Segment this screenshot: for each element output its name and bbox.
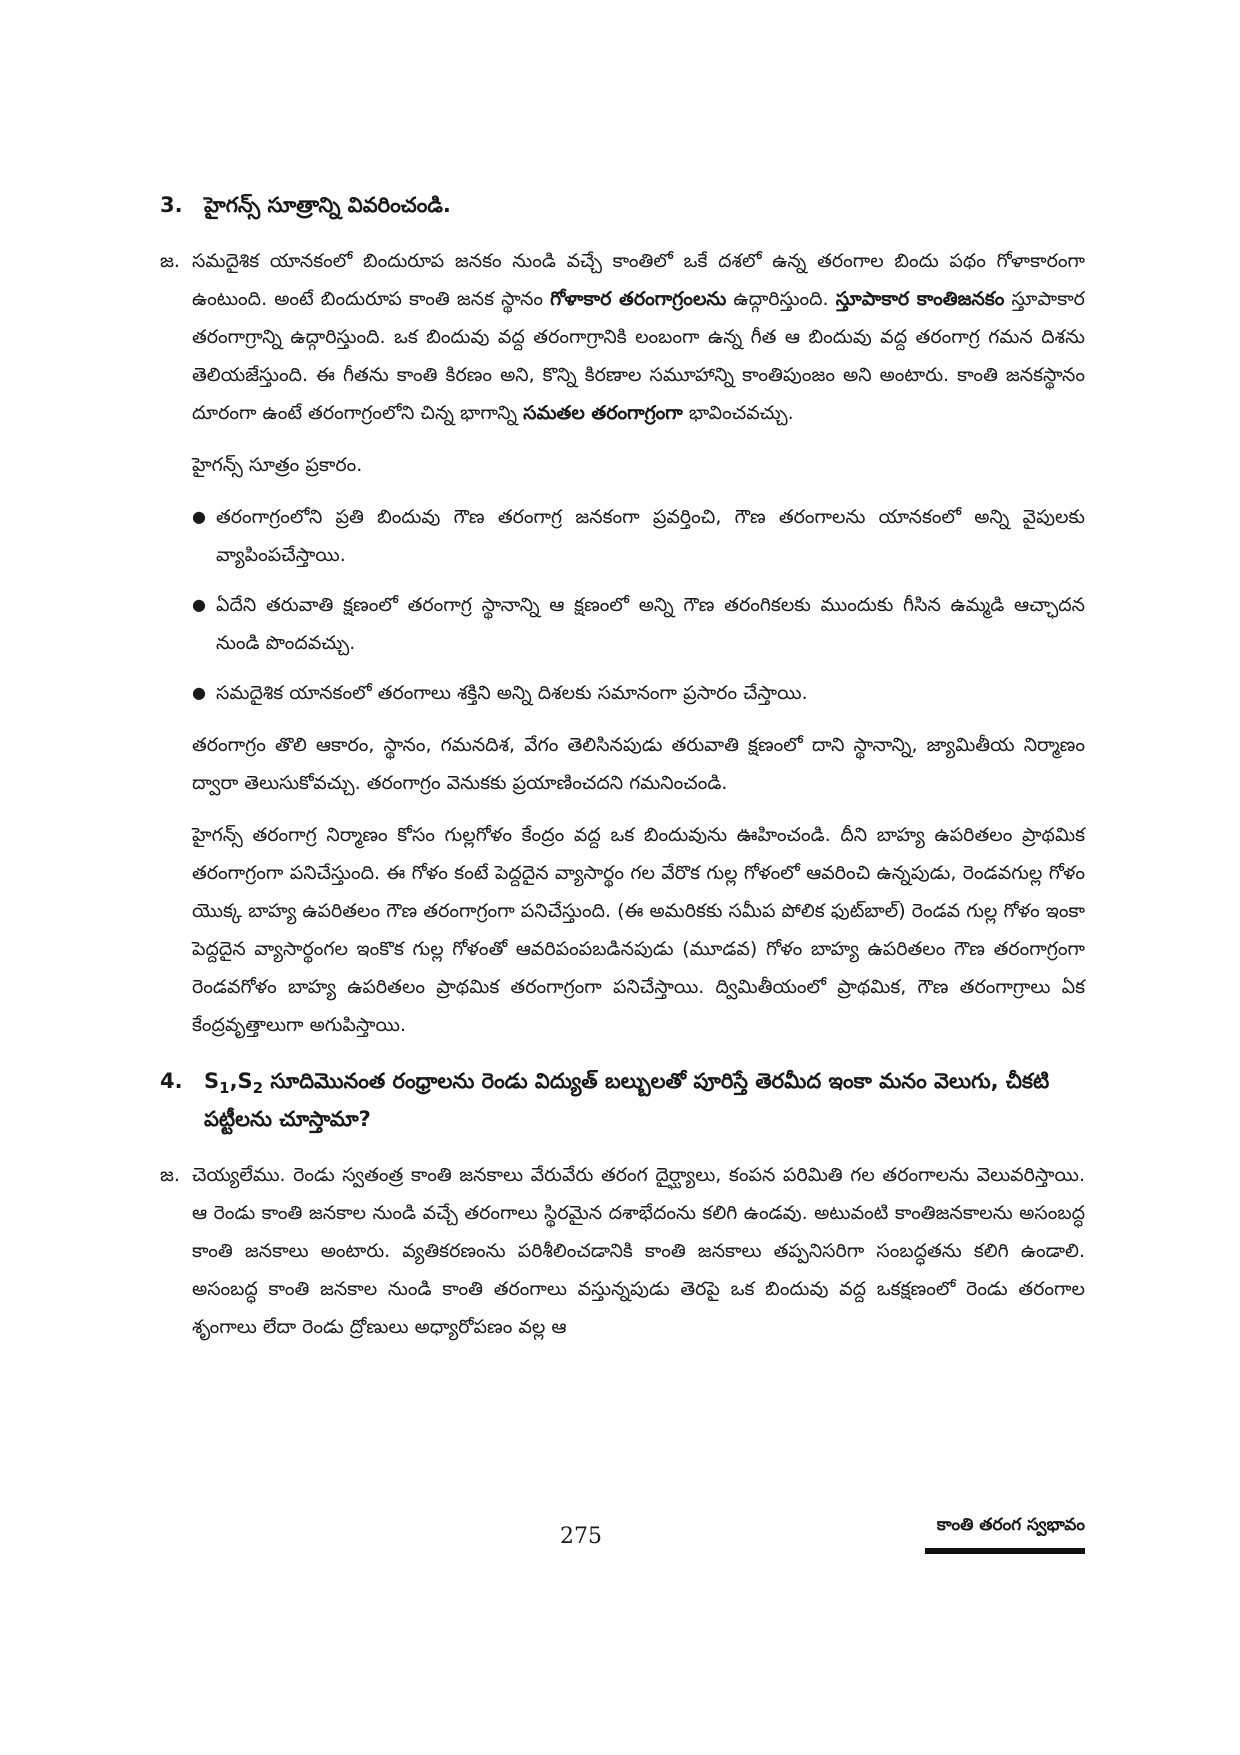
symbol-s: S (237, 1069, 253, 1093)
text-run: ఉద్గారిస్తుంది. (726, 288, 836, 310)
text-run: సమదైశిక యానకంలో బిందురూప జనకం నుండి వచ్చే కాంతిలో ఒకే దశలో ఉన్న తరంగాల బిందు పథం గోళాకారంగా ఉంటుంది. అంటే బిందురూప కాంతి జనక స్థానం (192, 250, 1085, 310)
text-run: భావించవచ్చు. (682, 402, 794, 424)
list-item-text: సమదైశిక యానకంలో తరంగాలు శక్తిని అన్ని దిశలకు సమానంగా ప్రసారం చేస్తాయి. (216, 682, 808, 704)
question-text (204, 1062, 1085, 1138)
text-run: స్తూపాకార తరంగాగ్రాన్ని ఉద్గారిస్తుంది. ఒక బిందువు వద్ద తరంగాగ్రానికి లంబంగా ఉన్న గీత ఆ బిందువు వద్ద తరంగాగ్ర గమన దిశను తెలియజేస్తుంది. ఈ గీతను కాంతి కిరణం అని, కొన్ని కిరణాల సమూహాన్ని కాంతిపుంజం అని అంటారు. కాంతి జనకస్థానం దూరంగా ఉంటే తరంగాగ్రంలోని చిన్న భాగాన్ని (192, 288, 1085, 424)
list-item-text: ఏదేని తరువాతి క్షణంలో తరంగాగ్ర స్థానాన్ని ఆ క్షణంలో అన్ని గౌణ తరంగికలకు ముందుకు గీసిన ఉమ్మడి ఆచ్ఛాదన నుండి పొందవచ్చు. (216, 594, 1085, 654)
question-4 (160, 1062, 1085, 1138)
comma: , (229, 1069, 238, 1093)
bullet-icon: ● (192, 683, 206, 702)
subscript: 1 (219, 1079, 230, 1098)
principle-intro: హైగన్స్ సూత్రం ప్రకారం. (192, 454, 363, 476)
running-title-rule (925, 1548, 1085, 1554)
principle-list (192, 498, 1085, 712)
question-rest: సూదిమొనంత రంధ్రాలను రెండు విద్యుత్ బల్బులతో పూరిస్తే తెరమీద ఇంకా మనం వెలుగు, చీకటి పట్టీలను చూస్తామా? (204, 1069, 1050, 1131)
running-title: కాంతి తరంగ స్వభావం (936, 1515, 1085, 1535)
bold-term: స్తూపాకార కాంతిజనకం (835, 288, 1005, 310)
answer-paragraph-3: హైగన్స్ తరంగాగ్ర నిర్మాణం కోసం గుల్లగోళం కేంద్రం వద్ద ఒక బిందువును ఊహించండి. దీని బాహ్య ఉపరితలం ప్రాథమిక తరంగాగ్రంగా పనిచేస్తుంది. ఈ గోళం కంటే పెద్దదైన వ్యాసార్థం గల వేరొక గుల్ల గోళంలో ఆవరించి ఉన్నపుడు, రెండవగుల్ల గోళం యొక్క బాహ్య ఉపరితలం గౌణ తరంగాగ్రంగా పనిచేస్తుంది. (ఈ అమరికకు సమీప పోలిక ఫుట్‌బాల్) రెండవ గుల్ల గోళం ఇంకా పెద్దదైన వ్యాసార్థంగల ఇంకొక గుల్ల గోళంతో ఆవరిపంపబడినపుడు (మూడవ) గోళం బాహ్య ఉపరితలం గౌణ తరంగాగ్రంగా రెండవగోళం బాహ్య ఉపరితలం ప్రాథమిక తరంగాగ్రంగా పనిచేస్తాయి. ద్విమితీయంలో ప్రాథమిక, గౌణ తరంగాగ్రాలు ఏక కేంద్రవృత్తాలుగా అగుపిస్తాయి. (192, 824, 1085, 1036)
list-item (192, 674, 1085, 712)
question-number: 3. (160, 193, 183, 217)
list-item-text: తరంగాగ్రంలోని ప్రతి బిందువు గౌణ తరంగాగ్ర జనకంగా ప్రవర్తించి, గౌణ తరంగాలను యానకంలో అన్ని వైపులకు వ్యాపింపచేస్తాయి. (216, 506, 1085, 566)
page-content (160, 186, 1085, 1346)
subscript: 2 (252, 1079, 264, 1098)
bullet-icon: ● (192, 595, 206, 614)
answer-paragraph-2: తరంగాగ్రం తొలి ఆకారం, స్థానం, గమనదిశ, వేగం తెలిసినపుడు తరువాతి క్షణంలో దాని స్థానాన్ని, జ్యామితీయ నిర్మాణం ద్వారా తెలుసుకోవచ్చు. తరంగాగ్రం వెనుకకు ప్రయాణించదని గమనించండి. (192, 734, 1085, 794)
answer-4 (160, 1156, 1085, 1346)
bold-term: సమతల తరంగాగ్రంగా (523, 402, 683, 424)
question-text: హైగన్స్ సూత్రాన్ని వివరించండి. (204, 193, 451, 217)
question-number: 4. (160, 1069, 183, 1093)
answer-body (192, 1156, 1085, 1346)
list-item (192, 498, 1085, 574)
symbol-s: S (204, 1069, 220, 1093)
answer-label: జ. (160, 250, 180, 272)
page-number: 275 (560, 1524, 602, 1549)
answer-body (192, 242, 1085, 1044)
answer-label: జ. (160, 1164, 180, 1186)
bold-term: గోళాకార తరంగాగ్రంలను (550, 288, 727, 310)
question-3 (160, 186, 1085, 224)
answer-3 (160, 242, 1085, 1044)
answer-paragraph-1 (192, 242, 1085, 432)
answer-paragraph: చెయ్యలేము. రెండు స్వతంత్ర కాంతి జనకాలు వేరువేరు తరంగ దైర్ఘ్యాలు, కంపన పరిమితి గల తరంగాలను వెలువరిస్తాయి. ఆ రెండు కాంతి జనకాల నుండి వచ్చే తరంగాలు స్థిరమైన దశాభేదంను కలిగి ఉండవు. అటువంటి కాంతిజనకాలను అసంబద్ధ కాంతి జనకాలు అంటారు. వ్యతికరణంను పరిశీలించడానికి కాంతి జనకాలు తప్పనిసరిగా సంబద్ధతను కలిగి ఉండాలి. అసంబద్ధ కాంతి జనకాల నుండి కాంతి తరంగాలు వస్తున్నపుడు తెరపై ఒక బిందువు వద్ద ఒకక్షణంలో రెండు తరంగాల శృంగాలు లేదా రెండు ద్రోణులు అధ్యారోపణం వల్ల ఆ (192, 1164, 1085, 1338)
bullet-icon: ● (192, 507, 206, 526)
list-item (192, 586, 1085, 662)
